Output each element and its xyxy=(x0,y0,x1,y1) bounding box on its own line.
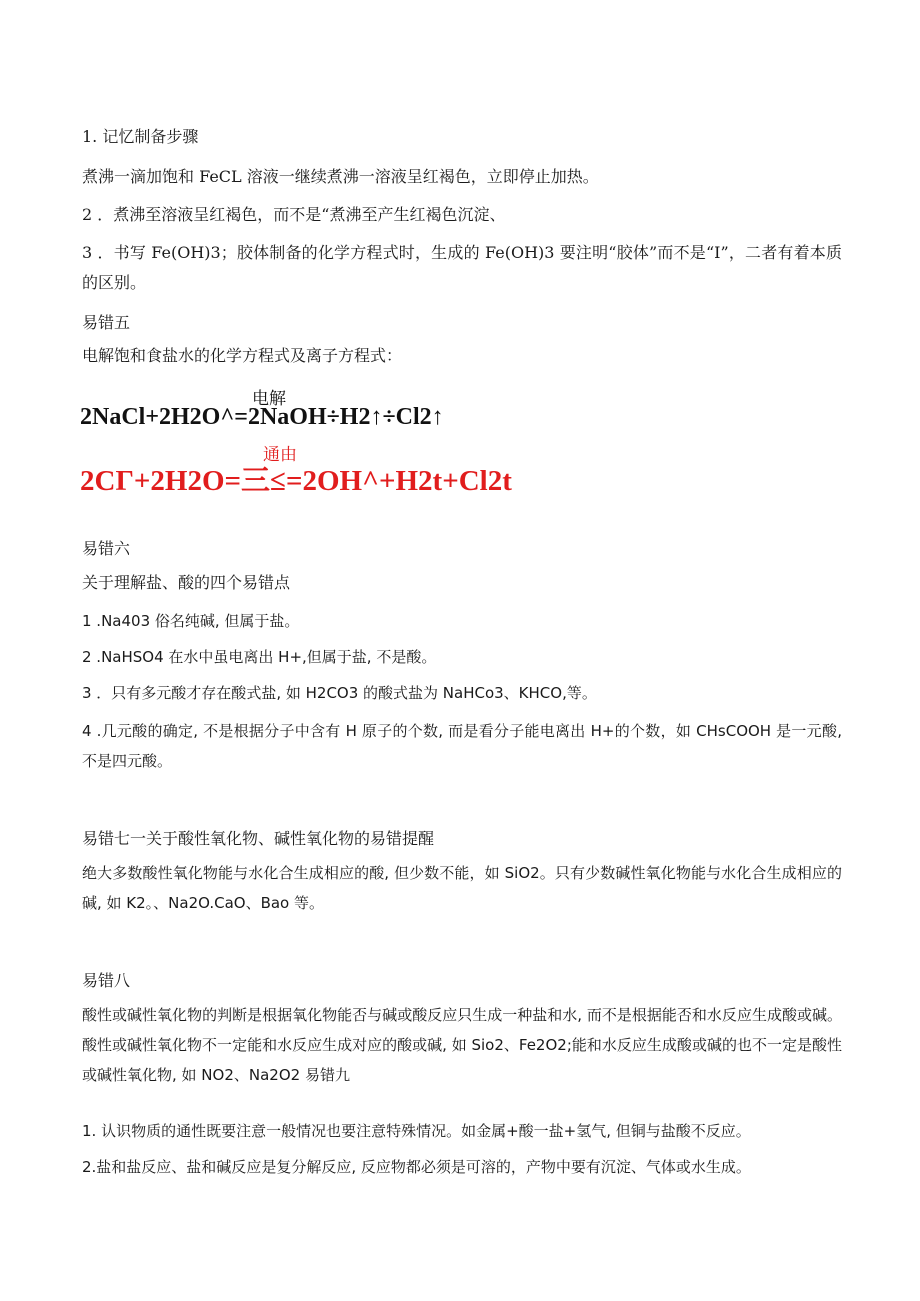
paragraph-oxides: 绝大多数酸性氧化物能与水化合生成相应的酸, 但少数不能，如 SiO2。只有少数碱性氧化物能与水化合生成相应的碱, 如 K2。、Na2O.CaO、Bao 等。 xyxy=(82,864,842,912)
paragraph-oxide-judgment: 酸性或碱性氧化物的判断是根据氧化物能否与碱或酸反应只生成一种盐和水, 而不是根据能否和水反应生成酸或碱。酸性或碱性氧化物不一定能和水反应生成对应的酸或碱, 如 Sio2、Fe2O2;能和水反应生成酸或碱的也不一定是酸性或碱性氧化物, 如 NO2、Na2O2 易错九 xyxy=(82,1006,842,1084)
equation-condition-1: 电解 xyxy=(252,389,286,409)
chemical-equation: 2NaCl+2H2O^=2NaOH÷H2↑÷Cl2↑ xyxy=(80,404,444,430)
section-heading-5: 易错五 xyxy=(82,313,131,332)
ionic-equation: 2CΓ+2H2O=三≤=2OH^+H2t+Cl2t xyxy=(80,465,512,497)
list-item-9-2: 2.盐和盐反应、盐和碱反应是复分解反应, 反应物都必须是可溶的，产物中要有沉淀、气体或水生成。 xyxy=(82,1158,751,1176)
list-item-3: 3 ．只有多元酸才存在酸式盐, 如 H2CO3 的酸式盐为 NaHCo3、KHCO,等。 xyxy=(82,684,597,702)
section-heading-8: 易错八 xyxy=(82,971,131,990)
step-heading: 1. 记忆制备步骤 xyxy=(82,127,199,146)
list-item-9-1: 1. 认识物质的通性既要注意一般情况也要注意特殊情况。如金属+酸一盐+氢气, 但铜与盐酸不反应。 xyxy=(82,1122,751,1140)
section-heading-7: 易错七一关于酸性氧化物、碱性氧化物的易错提醒 xyxy=(82,829,435,848)
list-item-1: 1 .Na403 俗名纯碱, 但属于盐。 xyxy=(82,612,300,630)
list-item-4: 4 .几元酸的确定, 不是根据分子中含有 H 原子的个数, 而是看分子能电离出 H+的个数，如 CHsCOOH 是一元酸, 不是四元酸。 xyxy=(82,722,842,770)
list-item-2: 2 .NaHSO4 在水中虽电离出 H+,但属于盐, 不是酸。 xyxy=(82,648,437,666)
section-heading-6: 易错六 xyxy=(82,539,131,558)
paragraph-note-3: 3 ．书写 Fe(OH)3；胶体制备的化学方程式时，生成的 Fe(OH)3 要注明“胶体”而不是“I”，二者有着本质的区别。 xyxy=(82,243,842,292)
equation-condition-2: 通由 xyxy=(263,445,297,465)
paragraph-note-2: 2 ．煮沸至溶液呈红褐色，而不是“煮沸至产生红褐色沉淀、 xyxy=(82,205,506,224)
paragraph-salt-acid: 关于理解盐、酸的四个易错点 xyxy=(82,573,291,592)
paragraph-electrolysis: 电解饱和食盐水的化学方程式及离子方程式： xyxy=(82,346,403,365)
paragraph-steps: 煮沸一滴加饱和 FeCL 溶液一继续煮沸一溶液呈红褐色，立即停止加热。 xyxy=(82,167,599,186)
